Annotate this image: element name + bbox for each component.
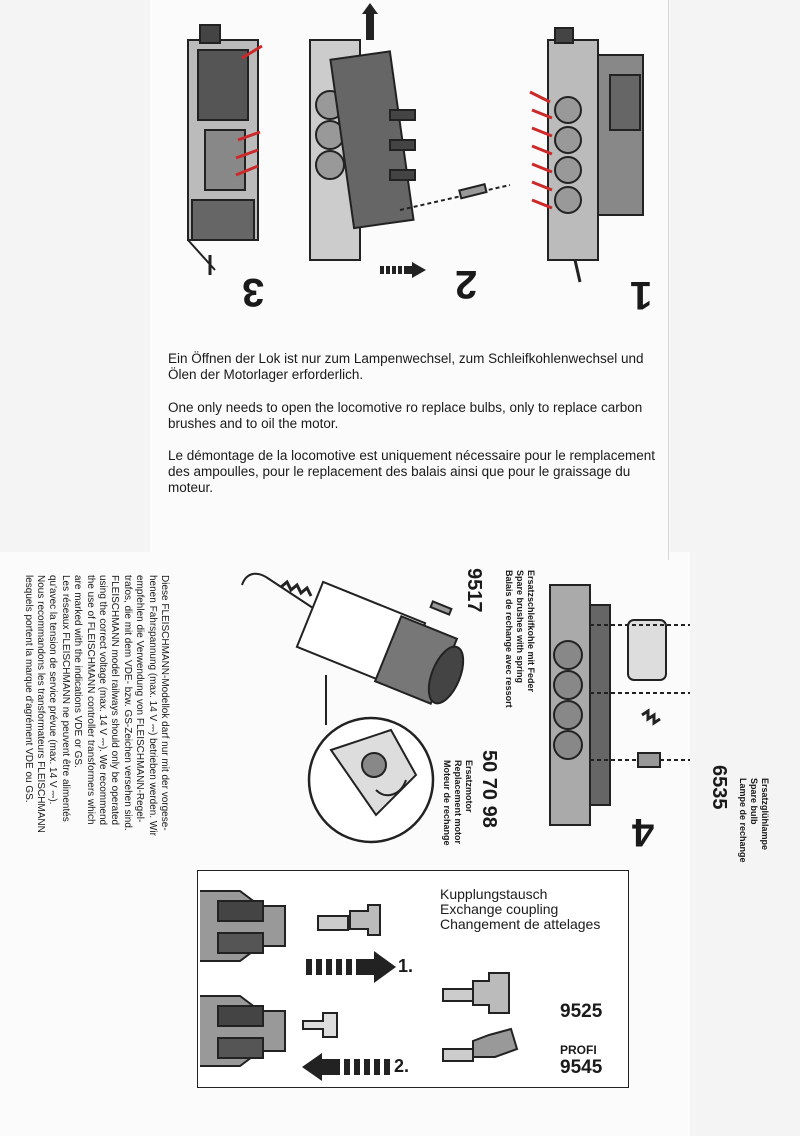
slide-arrow-icon (380, 262, 426, 278)
voltage-note-line: the use of FLEISCHMANN controller transformers which (84, 575, 96, 825)
step-3-number: 3 (242, 270, 265, 314)
bulb-label (737, 778, 770, 863)
step-2-number: 2 (455, 262, 478, 306)
brushes-label-en: Spare brushes with spring (515, 570, 525, 684)
motor-brush-drawing (236, 565, 476, 865)
motor-label (441, 760, 474, 846)
voltage-note-line: henen Fahrspannung (max. 14 V ⎓) betrieben werden. Wir (146, 575, 158, 836)
coupling-part-9525: 9525 (560, 1001, 603, 1022)
voltage-note (21, 575, 170, 836)
coupling-title-en: Exchange coupling (440, 901, 559, 917)
locomotive-step2-drawing (310, 40, 510, 260)
locomotive-illustrations (170, 0, 670, 300)
intro-fr-text: Le démontage de la locomotive est uniquement nécessaire pour le remplacement des ampoulles, pour le replacement des balais ainsi que pour le graissage du moteur. (168, 448, 656, 495)
locomotive-step1-drawing (548, 28, 643, 282)
voltage-note-line: trafos, die mit dem VDE- bzw. GS-Zeichen versehen sind. (121, 575, 133, 831)
step-4-number: 4 (632, 810, 655, 854)
coupling-title-de: Kupplungstausch (440, 886, 548, 902)
locomotive-step4-drawing (530, 575, 710, 835)
voltage-note-line: Diese FLEISCHMANN-Modellok darf nur mit der vorgese- (159, 575, 170, 831)
coupling-step-1: 1. (398, 956, 414, 976)
voltage-note-line: Nous recommandons les transformateurs FLEISCHMANN (34, 575, 46, 833)
coupling-step-2: 2. (394, 1056, 410, 1076)
voltage-note-line: qu'avec la tension de service prévue (max. 14 V ⎓). (47, 575, 59, 805)
motor-label-en: Replacement motor (453, 760, 463, 845)
coupling-arrow-left-icon (302, 1053, 390, 1081)
coupling-title (440, 887, 600, 932)
bulb-part-number: 6535 (708, 765, 730, 810)
bulb-label-de: Ersatzglühlampe (760, 778, 770, 851)
coupling-profi-label: PROFI (560, 1043, 597, 1057)
bulb-label-en: Spare bulb (749, 778, 759, 825)
voltage-note-line: Les réseaux FLEISCHMANN ne peuvent être alimentés (59, 575, 71, 822)
motor-label-fr: Moteur de rechange (442, 760, 452, 846)
brushes-label-fr: Balais de rechange avec ressort (504, 570, 514, 708)
voltage-note-line: FLEISCHMANN model railways should only be operated (109, 575, 121, 826)
coupling-arrow-right-icon (306, 951, 396, 983)
voltage-note-line: lesquels portent la marque d'agrément VDE ou GS. (22, 575, 34, 803)
brushes-label-de: Ersatzschleifkohle mit Feder (526, 570, 536, 693)
voltage-note-line: using the correct voltage (max. 14 V ⎓). We recommend (96, 575, 108, 826)
coupling-title-fr: Changement de attelages (440, 916, 601, 932)
brushes-part-number: 9517 (463, 568, 485, 613)
intro-en-text: One only needs to open the locomotive ro replace bulbs, only to replace carbon brushes and to oil the motor. (168, 400, 643, 431)
voltage-note-line: are marked with the indications VDE or GS. (72, 575, 84, 768)
intro-de-text: Ein Öffnen der Lok ist nur zum Lampenwechsel, zum Schleifkohlenwechsel und Ölen der Motorlager erforderlich. (168, 351, 644, 382)
step-1-number: 1 (630, 273, 653, 317)
lift-arrow-icon (362, 3, 378, 40)
locomotive-step3-drawing (188, 25, 258, 275)
bulb-label-fr: Lampe de rechange (738, 778, 748, 863)
coupling-box (197, 870, 629, 1088)
motor-part-number: 50 70 98 (478, 750, 500, 828)
motor-label-de: Ersatzmotor (464, 760, 474, 813)
voltage-note-line: empfehlen die Verwendung von FLEISCHMANN-Regel- (134, 575, 146, 823)
coupling-part-9545: 9545 (560, 1057, 603, 1078)
